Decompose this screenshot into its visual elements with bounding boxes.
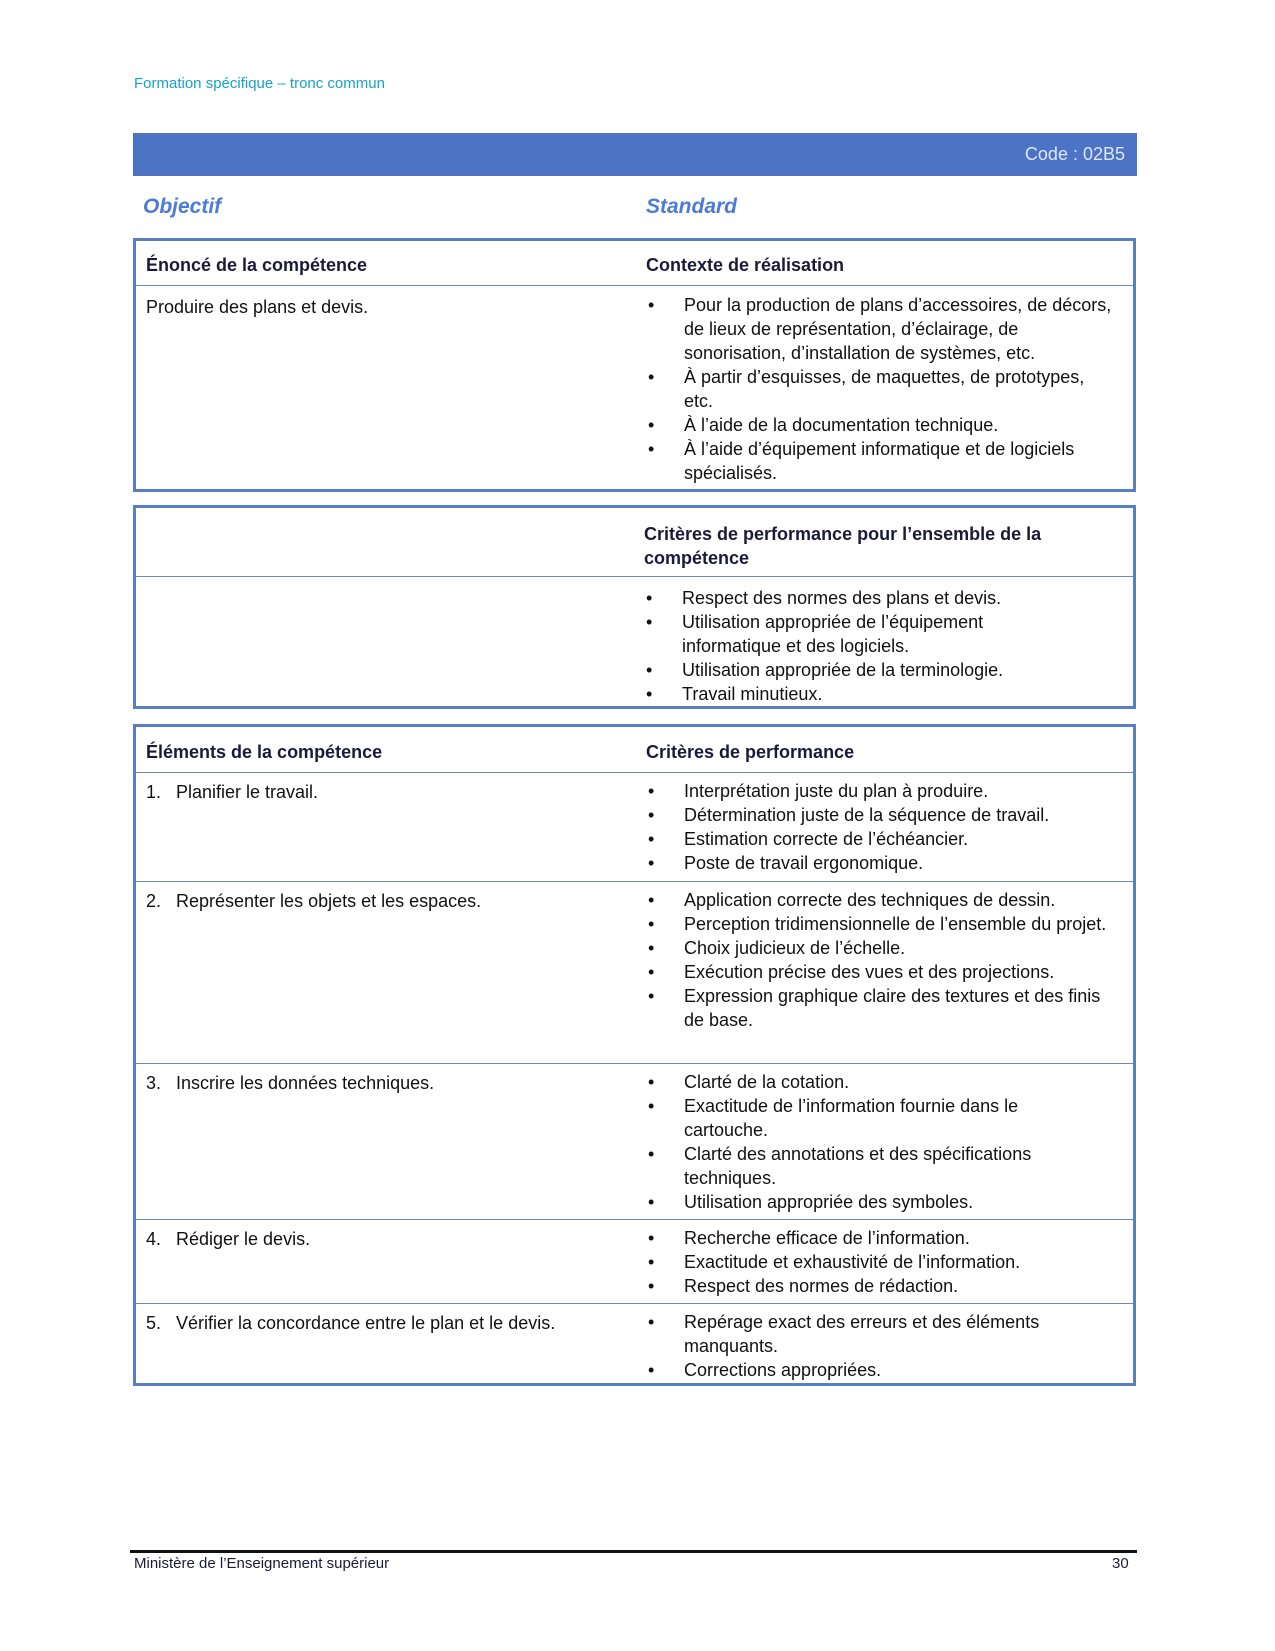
- row-divider: [136, 881, 1133, 882]
- list-item: • Application correcte des techniques de dessin.: [646, 888, 1116, 912]
- list-item: • Interprétation juste du plan à produire.: [646, 779, 1116, 803]
- list-item: • Poste de travail ergonomique.: [646, 851, 1116, 875]
- row-divider: [136, 576, 1133, 577]
- standard-label: Standard: [646, 195, 738, 218]
- element-number: 4.: [146, 1229, 162, 1249]
- footer-divider: [130, 1550, 1137, 1553]
- list-item: • Utilisation appropriée des symboles.: [646, 1190, 1066, 1214]
- element-1-criteria: [646, 779, 1116, 875]
- list-item: • Utilisation appropriée de la terminologie.: [644, 658, 1064, 682]
- element-label: Rédiger le devis.: [176, 1229, 311, 1249]
- elements-heading: Éléments de la compétence: [146, 742, 383, 762]
- criteria-heading: Critères de performance: [646, 742, 855, 762]
- list-item: • À l’aide de la documentation technique.: [646, 413, 1116, 437]
- competence-statement-box: [133, 238, 1136, 492]
- row-divider: [136, 1219, 1133, 1220]
- list-item: • Exécution précise des vues et des projections.: [646, 960, 1116, 984]
- program-header: Formation spécifique – tronc commun: [134, 75, 385, 92]
- statement-heading: Énoncé de la compétence: [146, 255, 368, 275]
- element-3: [146, 1071, 434, 1095]
- element-number: 2.: [146, 891, 162, 911]
- footer-ministry: Ministère de l’Enseignement supérieur: [134, 1555, 390, 1572]
- element-2: [146, 889, 481, 913]
- list-item: • Pour la production de plans d’accessoires, de décors, de lieux de représentation, d’éclairage, de sonorisation, d’installation de systèmes, etc.: [646, 293, 1116, 365]
- element-label: Inscrire les données techniques.: [176, 1073, 435, 1093]
- row-divider: [136, 285, 1133, 286]
- list-item: • Exactitude de l’information fournie dans le cartouche.: [646, 1094, 1066, 1142]
- list-item: • Choix judicieux de l’échelle.: [646, 936, 1116, 960]
- list-item: • Perception tridimensionnelle de l’ensemble du projet.: [646, 912, 1116, 936]
- list-item: • Estimation correcte de l’échéancier.: [646, 827, 1116, 851]
- competence-statement: Produire des plans et devis.: [146, 297, 369, 317]
- list-item: • Repérage exact des erreurs et des éléments manquants.: [646, 1310, 1086, 1358]
- list-item: • Respect des normes des plans et devis.: [644, 586, 1064, 610]
- element-label: Vérifier la concordance entre le plan et le devis.: [176, 1313, 556, 1333]
- competency-code: Code : 02B5: [1024, 144, 1125, 164]
- element-number: 3.: [146, 1073, 162, 1093]
- element-4: [146, 1227, 310, 1251]
- element-5-criteria: [646, 1310, 1086, 1382]
- row-divider: [136, 1303, 1133, 1304]
- list-item: • Exactitude et exhaustivité de l’information.: [646, 1250, 1116, 1274]
- element-label: Planifier le travail.: [176, 782, 319, 802]
- element-3-criteria: [646, 1070, 1066, 1214]
- list-item: • Respect des normes de rédaction.: [646, 1274, 1116, 1298]
- element-5: [146, 1311, 596, 1335]
- element-2-criteria: [646, 888, 1116, 1032]
- element-number: 1.: [146, 782, 162, 802]
- elements-box: [133, 724, 1136, 1386]
- list-item: • Clarté de la cotation.: [646, 1070, 1066, 1094]
- global-criteria-list: [644, 586, 1064, 706]
- objectif-label: Objectif: [143, 195, 222, 218]
- list-item: • À partir d’esquisses, de maquettes, de prototypes, etc.: [646, 365, 1116, 413]
- row-divider: [136, 772, 1133, 773]
- list-item: • Détermination juste de la séquence de travail.: [646, 803, 1116, 827]
- list-item: • Expression graphique claire des textures et des finis de base.: [646, 984, 1116, 1032]
- context-heading: Contexte de réalisation: [646, 255, 845, 275]
- element-label: Représenter les objets et les espaces.: [176, 891, 482, 911]
- global-criteria-box: [133, 505, 1136, 709]
- code-bar: [133, 133, 1137, 176]
- list-item: • Corrections appropriées.: [646, 1358, 1086, 1382]
- row-divider: [136, 1063, 1133, 1064]
- list-item: • Clarté des annotations et des spécifications techniques.: [646, 1142, 1066, 1190]
- list-item: • Utilisation appropriée de l’équipement informatique et des logiciels.: [644, 610, 1064, 658]
- list-item: • Travail minutieux.: [644, 682, 1064, 706]
- global-criteria-heading: Critères de performance pour l’ensemble de la compétence: [644, 524, 1042, 568]
- element-number: 5.: [146, 1313, 162, 1333]
- element-1: [146, 780, 318, 804]
- context-list: [646, 293, 1116, 485]
- list-item: • À l’aide d’équipement informatique et de logiciels spécialisés.: [646, 437, 1116, 485]
- element-4-criteria: [646, 1226, 1116, 1298]
- list-item: • Recherche efficace de l’information.: [646, 1226, 1116, 1250]
- page-number: 30: [1112, 1555, 1129, 1572]
